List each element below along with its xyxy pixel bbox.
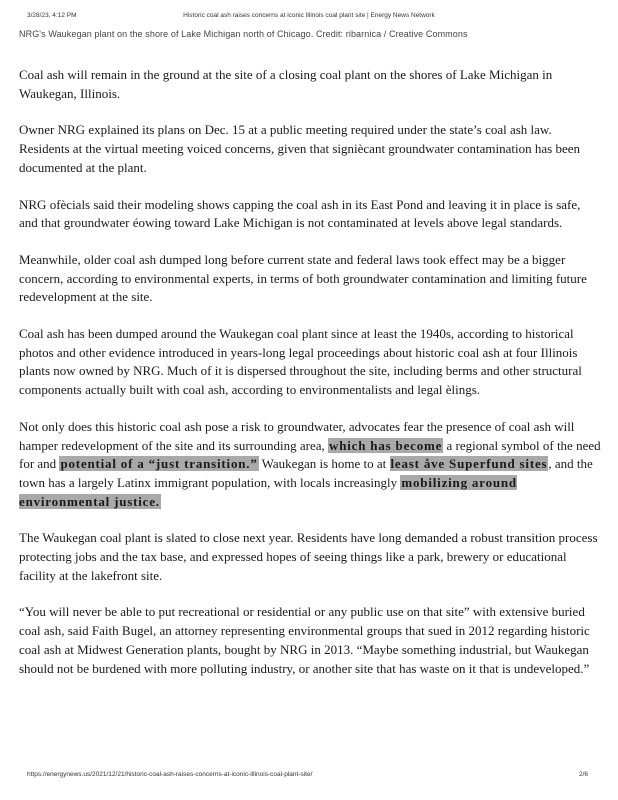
print-url: https://energynews.us/2021/12/21/historic-coal-ash-raises-concerns-at-iconic-illinois-coal-plant-site/ [27, 771, 313, 778]
paragraph-6-text-1: Not only does this historic coal ash pose a risk to groundwater, advocates fear the presence of coal ash will hamper redevelopment of the site and its surrounding area, [19, 418, 575, 453]
paragraph-2: Owner NRG explained its plans on Dec. 15 at a public meeting required under the state’s coal ash law. Residents at the virtual meeting voiced concerns, given that signiècant groundwater contamination has been documented at the plant. [19, 122, 580, 175]
paragraph-6-text-3: Waukegan is home to at [258, 456, 390, 472]
print-header [0, 12, 618, 24]
paragraph-7: The Waukegan coal plant is slated to close next year. Residents have long demanded a robust transition process protecting jobs and the tax base, and expressed hopes of seeing things like a park, brewery or educational facility at the lakefront site. [19, 530, 598, 583]
paragraph-6-text-2: a regional symbol of the need for and [19, 437, 601, 472]
image-caption: NRG's Waukegan plant on the shore of Lake Michigan north of Chicago. Credit: ribarnica / Creative Commons [19, 29, 468, 39]
paragraph-3: NRG ofècials said their modeling shows capping the coal ash in its East Pond and leaving it in place is safe, and that groundwater éowing toward Lake Michigan is not contaminated at levels above legal standards. [19, 196, 581, 231]
link-superfund-sites[interactable]: least åve Superfund sites [390, 456, 548, 472]
paragraph-6 [19, 418, 601, 512]
paragraph-6-text-4: , and the town has a largely Latinx immigrant population, with locals increasingly [19, 456, 593, 490]
print-title: Historic coal ash raises concerns at iconic Illinois coal plant site | Energy News Network [183, 12, 435, 19]
page-number: 2/6 [578, 771, 588, 778]
paragraph-5: Coal ash has been dumped around the Waukegan coal plant since at least the 1940s, according to historical photos and other evidence introduced in years-long legal proceedings about historic coal ash at four Illinois plants now owned by NRG. Much of it is dispersed throughout the site, including berms and other structural components actually built with coal ash, according to environmentalists and legal èlings. [19, 326, 582, 398]
link-environmental-justice[interactable]: mobilizing around environmental justice. [19, 474, 517, 509]
link-which-has-become[interactable]: which has become [329, 437, 443, 453]
article-body [19, 66, 601, 696]
paragraph-1: Coal ash will remain in the ground at the site of a closing coal plant on the shores of Lake Michigan in Waukegan, Illinois. [19, 67, 553, 101]
paragraph-4: Meanwhile, older coal ash dumped long before current state and federal laws took effect may be a bigger concern, according to environmental experts, in terms of both groundwater contamination and limiting future redevelopment at the site. [19, 251, 587, 305]
print-date: 3/28/23, 4:12 PM [27, 12, 77, 19]
link-just-transition[interactable]: potential of a “just transition.” [60, 456, 258, 472]
paragraph-8: “You will never be able to put recreational or residential or any public use on that site” with extensive buried coal ash, said Faith Bugel, an attorney representing environmental groups that sued in 2012 regarding historic coal ash at Midwest Generation plants, bought by NRG in 2013. “Maybe something industrial, but Waukegan should not be burdened with more polluting industry, or another site that has waste on it that is undeveloped.” [19, 604, 590, 676]
print-footer [0, 771, 618, 783]
